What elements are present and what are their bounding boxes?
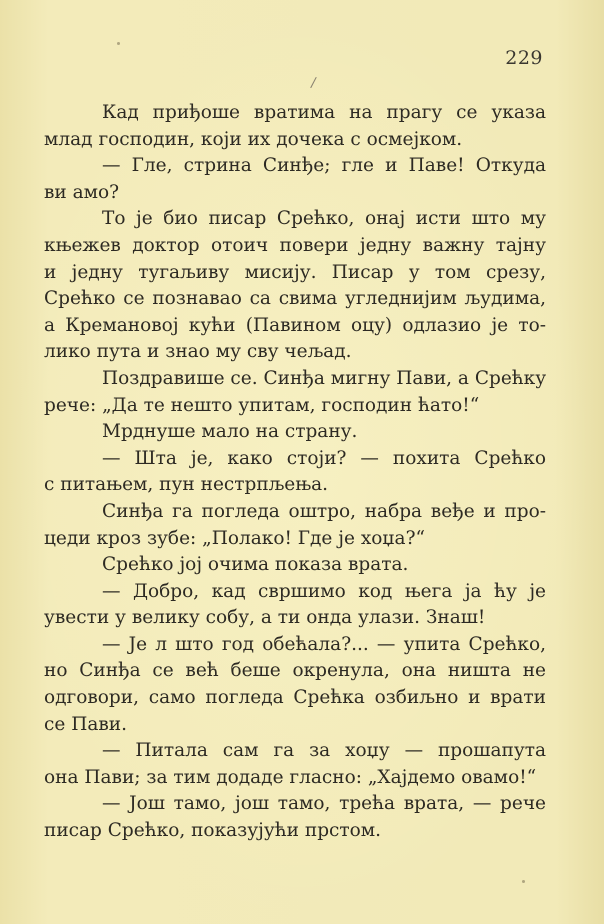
text-line: Срећко јој очима показа врата.	[102, 554, 409, 576]
text-line: — Још тамо, још тамо, трећа врата, — рече	[102, 793, 546, 815]
text-line: писар Срећко, показујући прстом.	[44, 820, 382, 842]
page-number: 229	[505, 47, 543, 69]
text-line: — Питала сам га за хоџу — прошапута	[102, 740, 546, 762]
text-line: се Пави.	[44, 713, 127, 735]
paper-speck	[117, 42, 120, 45]
text-line: с питањем, пун нестрпљења.	[44, 474, 329, 496]
text-line: млад господин, који их дочека с осмејком.	[44, 128, 463, 150]
text-line: Синђа га погледа оштро, набра веђе и про-	[102, 500, 546, 522]
paper-speck	[522, 880, 525, 883]
text-line: То је био писар Срећко, онај исти што му	[102, 208, 546, 230]
text-line: и једну тугаљиву мисију. Писар у том срезу,	[44, 261, 546, 283]
text-line: одговори, само погледа Срећка озбиљно и врати	[44, 687, 546, 709]
text-line: лико пута и знао му сву чељад.	[44, 341, 352, 363]
text-line: Поздравише се. Синђа мигну Пави, а Срећку	[102, 367, 546, 389]
text-line: но Синђа се већ беше окренула, она ништа не	[44, 660, 546, 682]
text-line: а Кремановој кући (Павином оцу) одлазио је то-	[44, 314, 546, 336]
text-line: књежев доктор отоич повери једну важну тајну	[44, 234, 546, 256]
text-line: Кад приђоше вратима на прагу се указа	[102, 102, 546, 123]
text-line: — Добро, кад свршимо код њега ја ћу је	[102, 580, 546, 602]
text-line: — Је л што год обећала?... — упита Срећко,	[102, 633, 546, 655]
text-line: рече: „Да те нешто упитам, господин ћато!“	[44, 394, 480, 416]
text-line: увести у велику собу, а ти онда улази. Знаш!	[44, 607, 486, 629]
text-line: ви амо?	[44, 181, 120, 203]
pencil-mark: /	[309, 74, 318, 92]
text-line: — Шта је, како стоји? — похита Срећко	[102, 447, 546, 469]
text-line: цеди кроз зубе: „Полако! Где је хоџа?“	[44, 527, 425, 549]
text-line: — Гле, стрина Синђе; гле и Паве! Откуда	[102, 155, 546, 177]
text-line: она Пави; за тим додаде гласно: „Хајдемо овамо!“	[44, 766, 537, 788]
body-text	[44, 100, 546, 845]
text-line: Срећко се познавао са свима угледнијим људима,	[44, 288, 546, 310]
text-line: Мрднуше мало на страну.	[102, 421, 358, 443]
